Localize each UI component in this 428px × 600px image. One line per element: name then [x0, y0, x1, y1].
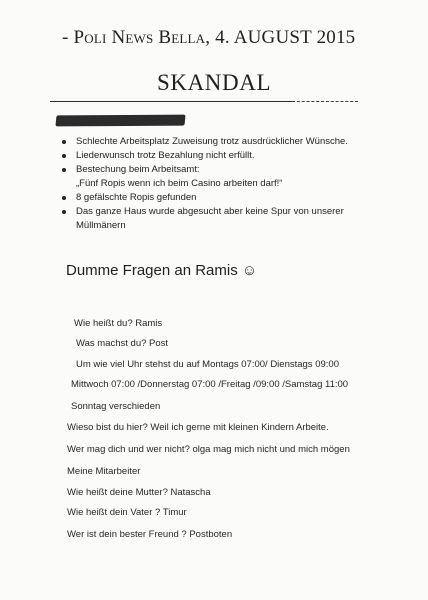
headline-rule — [50, 101, 292, 102]
list-item-continuation: Müllmänern — [76, 220, 126, 231]
masthead-title: Poli News Bella — [73, 27, 206, 48]
qa-line: Meine Mitarbeiter — [67, 466, 141, 477]
qa-line: Sonntag verschieden — [71, 401, 161, 412]
list-item: Das ganze Haus wurde abgesucht aber keine Spur von unserer Müllmänern — [60, 205, 420, 233]
qa-line: Wieso bist du hier? Weil ich gerne mit kleinen Kindern Arbeite. — [67, 422, 329, 433]
qa-line: Wie heißt dein Vater ? Timur — [67, 507, 187, 518]
masthead-date: , 4. AUGUST 2015 — [205, 27, 356, 48]
qa-line: Wie heißt deine Mutter? Natascha — [67, 487, 211, 498]
qa-line: Wie heißt du? Ramis — [74, 318, 163, 329]
qa-line: Mittwoch 07:00 /Donnerstag 07:00 /Freitag /09:00 /Samstag 11:00 — [71, 379, 349, 390]
interview-heading: Dumme Fragen an Ramis ☺ — [66, 262, 258, 279]
qa-line: Was machst du? Post — [76, 338, 169, 349]
qa-line: Um wie viel Uhr stehst du auf Montags 07:00/ Dienstags 09:00 — [76, 359, 339, 370]
qa-line: Wer ist dein bester Freund ? Postboten — [67, 529, 233, 540]
masthead — [62, 27, 355, 49]
scandal-list — [60, 135, 420, 233]
list-item: Schlechte Arbeitsplatz Zuweisung trotz ausdrücklicher Wünsche. — [60, 135, 420, 149]
headline: SKANDAL — [157, 70, 272, 95]
list-item-continuation: „Fünf Ropis wenn ich beim Casino arbeiten darf!“ — [76, 178, 283, 189]
redaction-bar — [55, 115, 185, 127]
list-item: Bestechung beim Arbeitsamt: „Fünf Ropis wenn ich beim Casino arbeiten darf!“ — [60, 163, 420, 191]
list-item: 8 gefälschte Ropis gefunden — [60, 191, 420, 205]
headline-rule-dashed — [292, 101, 358, 102]
masthead-dash: - — [62, 27, 74, 48]
qa-line: Wer mag dich und wer nicht? olga mag mich nicht und mich mögen — [67, 444, 350, 455]
list-item: Liederwunsch trotz Bezahlung nicht erfüllt. — [60, 149, 420, 163]
